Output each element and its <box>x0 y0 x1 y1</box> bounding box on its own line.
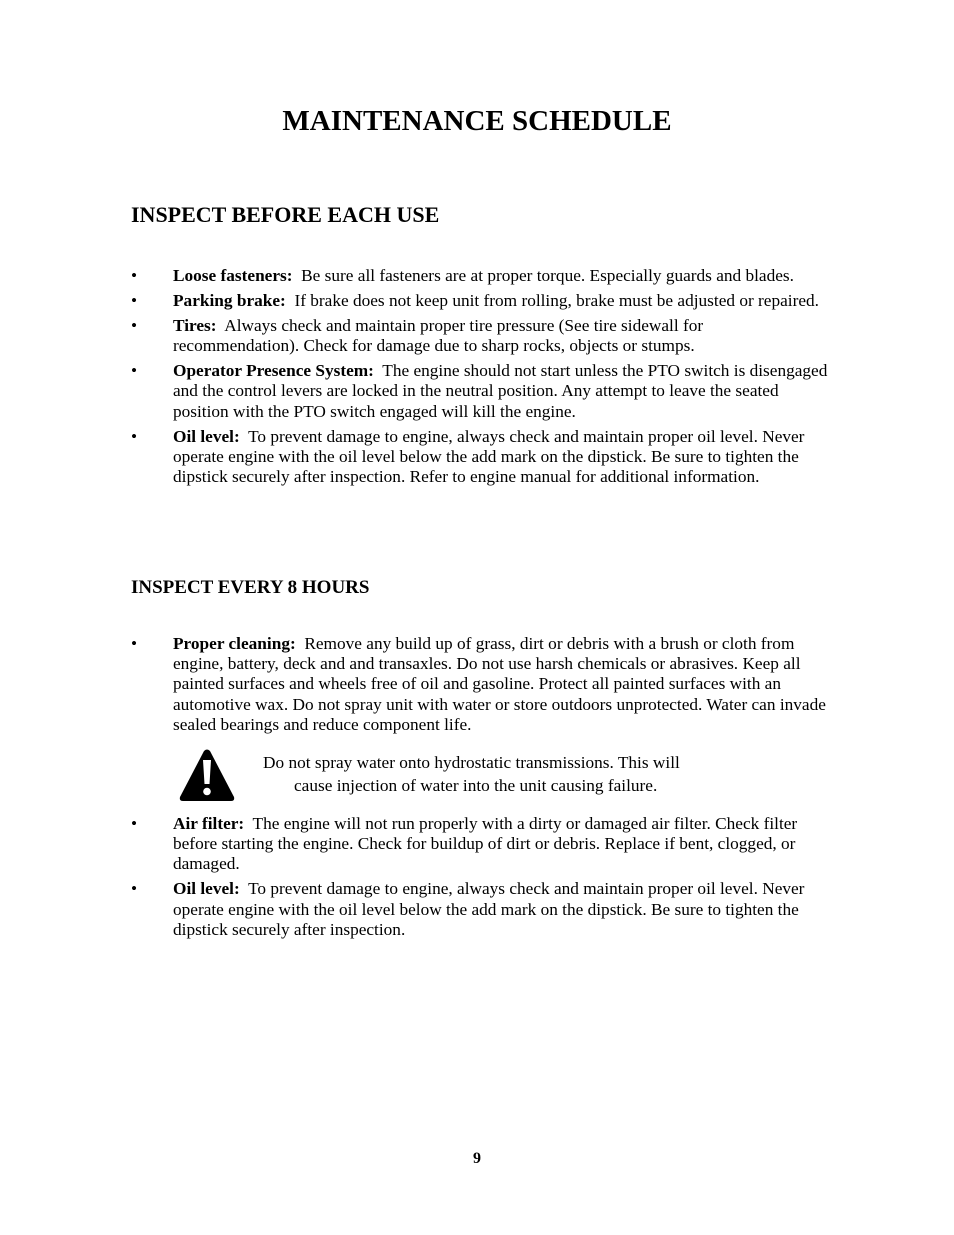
list-item-oil-level <box>131 427 831 488</box>
list-item-proper-cleaning <box>131 634 831 735</box>
bullet: • <box>131 316 138 335</box>
warning-notice <box>178 748 778 804</box>
item-term: Air filter: <box>173 814 245 833</box>
item-text: Remove any build up of grass, dirt or debris with a brush or cloth from engine, battery, deck and and transaxles. Do not use harsh chemicals or abrasives. Keep all painted surfaces and wheels free of oil and gasoline. Protect all painted surfaces with an automotive wax. Do not spray unit with water or store outdoors unprotected. Water can invade sealed bearings and reduce component life. <box>173 634 826 734</box>
warning-triangle-icon <box>178 748 236 802</box>
list-item-operator-presence-system <box>131 361 831 422</box>
item-text: Always check and maintain proper tire pressure (See tire sidewall for recommendation). Check for damage due to sharp rocks, objects or stumps. <box>173 316 704 356</box>
item-text: The engine should not start unless the PTO switch is disengaged and the control levers are locked in the neutral position. Any attempt to leave the seated position with the PTO switch engaged will kill the engine. <box>173 361 828 421</box>
page-number: 9 <box>473 1150 481 1167</box>
list-item-air-filter <box>131 814 831 875</box>
bullet: • <box>131 426 138 446</box>
section-heading-every-8-hours: INSPECT EVERY 8 HOURS <box>131 577 370 598</box>
list-item-loose-fasteners <box>131 266 831 286</box>
item-text: To prevent damage to engine, always check and maintain proper oil level. Never operate engine with the oil level below the add mark on the dipstick. Be sure to tighten the dipstick securely after inspection. <box>173 879 805 939</box>
page-title: MAINTENANCE SCHEDULE <box>282 105 672 137</box>
every-8-hours-list-continued <box>131 814 831 945</box>
bullet: • <box>131 361 138 381</box>
item-term: Oil level: <box>173 879 240 899</box>
bullet: • <box>131 266 138 285</box>
warning-text-line-2: cause injection of water into the unit causing failure. <box>294 776 658 795</box>
bullet: • <box>131 634 138 653</box>
list-item-parking-brake <box>131 291 831 311</box>
item-term: Parking brake: <box>173 291 286 310</box>
bullet: • <box>131 291 138 310</box>
list-item-oil-level <box>131 879 831 940</box>
item-text: If brake does not keep unit from rolling, brake must be adjusted or repaired. <box>294 291 819 310</box>
every-8-hours-list <box>131 634 831 740</box>
item-term: Oil level: <box>173 426 240 446</box>
item-term: Operator Presence System: <box>173 361 374 381</box>
warning-text-line-1: Do not spray water onto hydrostatic transmissions. This will <box>263 753 680 772</box>
item-text: To prevent damage to engine, always check and maintain proper oil level. Never operate engine with the oil level below the add mark on the dipstick. Be sure to tighten the dipstick securely after inspection. Refer to engine manual for additional information. <box>173 426 805 487</box>
section-heading-before-each-use: INSPECT BEFORE EACH USE <box>131 202 440 227</box>
list-item-tires <box>131 316 831 356</box>
bullet: • <box>131 814 138 833</box>
item-text: The engine will not run properly with a dirty or damaged air filter. Check filter before starting the engine. Check for buildup of dirt or debris. Replace if bent, clogged, or damaged. <box>173 814 798 874</box>
item-term: Loose fasteners: <box>173 266 293 285</box>
item-term: Tires: <box>173 316 217 335</box>
before-use-list <box>131 266 831 492</box>
bullet: • <box>131 879 138 899</box>
item-term: Proper cleaning: <box>173 634 296 653</box>
item-text: Be sure all fasteners are at proper torque. Especially guards and blades. <box>301 266 794 285</box>
